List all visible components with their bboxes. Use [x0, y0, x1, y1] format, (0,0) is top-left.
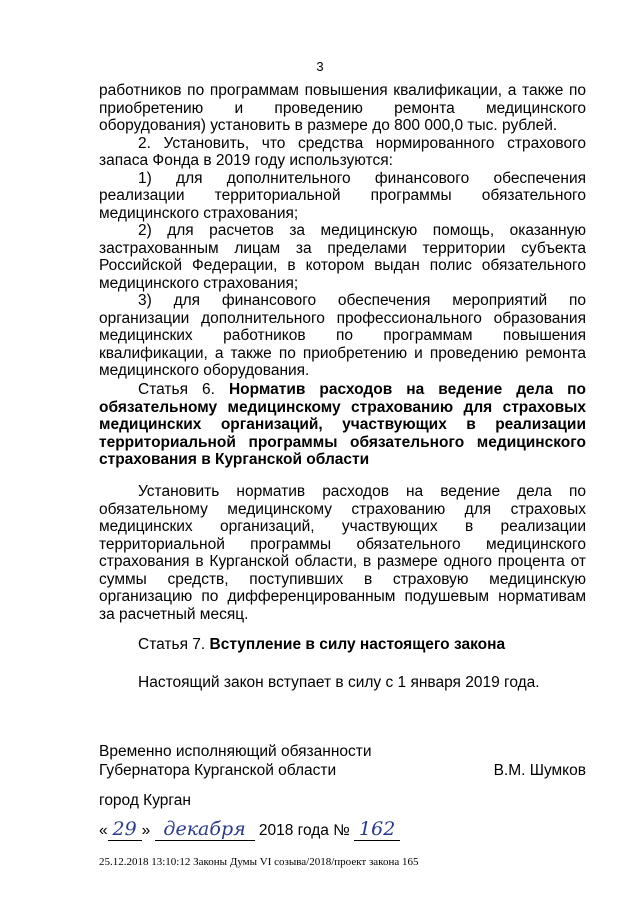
article7-text: Настоящий закон вступает в силу с 1 января 2019 года.: [138, 674, 540, 691]
signatory-title-line2: Губернатора Курганской области: [99, 762, 337, 779]
article7-title: Вступление в силу настоящего закона: [209, 636, 506, 653]
city: город Курган: [99, 792, 191, 809]
article6-heading-block: [99, 381, 586, 469]
article6-text: Установить норматив расходов на ведение дела по обязательному медицинскому страхованию для страховых медицинских организаций, участвующих в реализации территориальной программы обязательного медицинского страхования в Курганской области, в размере одного процента от суммы средств, поступивших в страховую медицинскую организацию по дифференцированным подушевым нормативам за расчетный месяц.: [99, 483, 586, 623]
paragraph: 3) для финансового обеспечения мероприятий по организации дополнительного профессионального образования медицинских работников по программам повышения квалификации, а также по приобретению и проведению ремонта медицинского оборудования.: [99, 292, 586, 379]
date-day-field: [108, 818, 142, 841]
article6-prefix: Статья 6.: [138, 381, 229, 398]
paragraph: работников по программам повышения квалификации, а также по приобретению и проведению ремонта медицинского оборудования) установить в размере до 800 000,0 тыс. рублей.: [99, 82, 586, 134]
date-month-field: [155, 818, 255, 841]
paragraph: 1) для дополнительного финансового обеспечения реализации территориальной программы обязательного медицинского страхования;: [99, 169, 586, 222]
article5-continuation: [99, 82, 586, 380]
paragraph: 2. Установить, что средства нормированного страхового запаса Фонда в 2019 году используются:: [99, 134, 586, 169]
article6-body: [99, 483, 586, 623]
signature-block: [99, 742, 586, 780]
law-number: 162: [359, 818, 396, 840]
article7-heading-block: [99, 636, 586, 654]
signatory-name: В.М. Шумков: [493, 762, 586, 779]
date-month: декабря: [163, 818, 246, 840]
article6-heading: [99, 381, 586, 469]
date-day: 29: [112, 818, 137, 840]
law-number-field: [354, 818, 400, 841]
date-close-quote: »: [141, 822, 151, 839]
article7-body: [99, 674, 586, 692]
date-year-text: 2018 года №: [258, 822, 350, 839]
article7-prefix: Статья 7.: [138, 636, 210, 653]
article6-title: Норматив расходов на ведение дела по обязательному медицинскому страхованию для страховых медицинских организаций, участвующих в реализации территориальной программы обязательного медицинского страхования в Курганской области: [99, 381, 586, 468]
article7-heading: [99, 636, 586, 654]
page-number: 3: [316, 59, 324, 74]
date-open-quote: «: [99, 822, 108, 839]
paragraph: 2) для расчетов за медицинскую помощь, оказанную застрахованным лицам за пределами территории субъекта Российской Федерации, в котором выдан полис обязательного медицинского страхования;: [99, 222, 586, 292]
signatory-title-line1: Временно исполняющий обязанности: [99, 743, 372, 760]
footer-filepath: 25.12.2018 13:10:12 Законы Думы VI созыва/2018/проект закона 165: [99, 856, 419, 868]
date-line: [99, 818, 400, 841]
